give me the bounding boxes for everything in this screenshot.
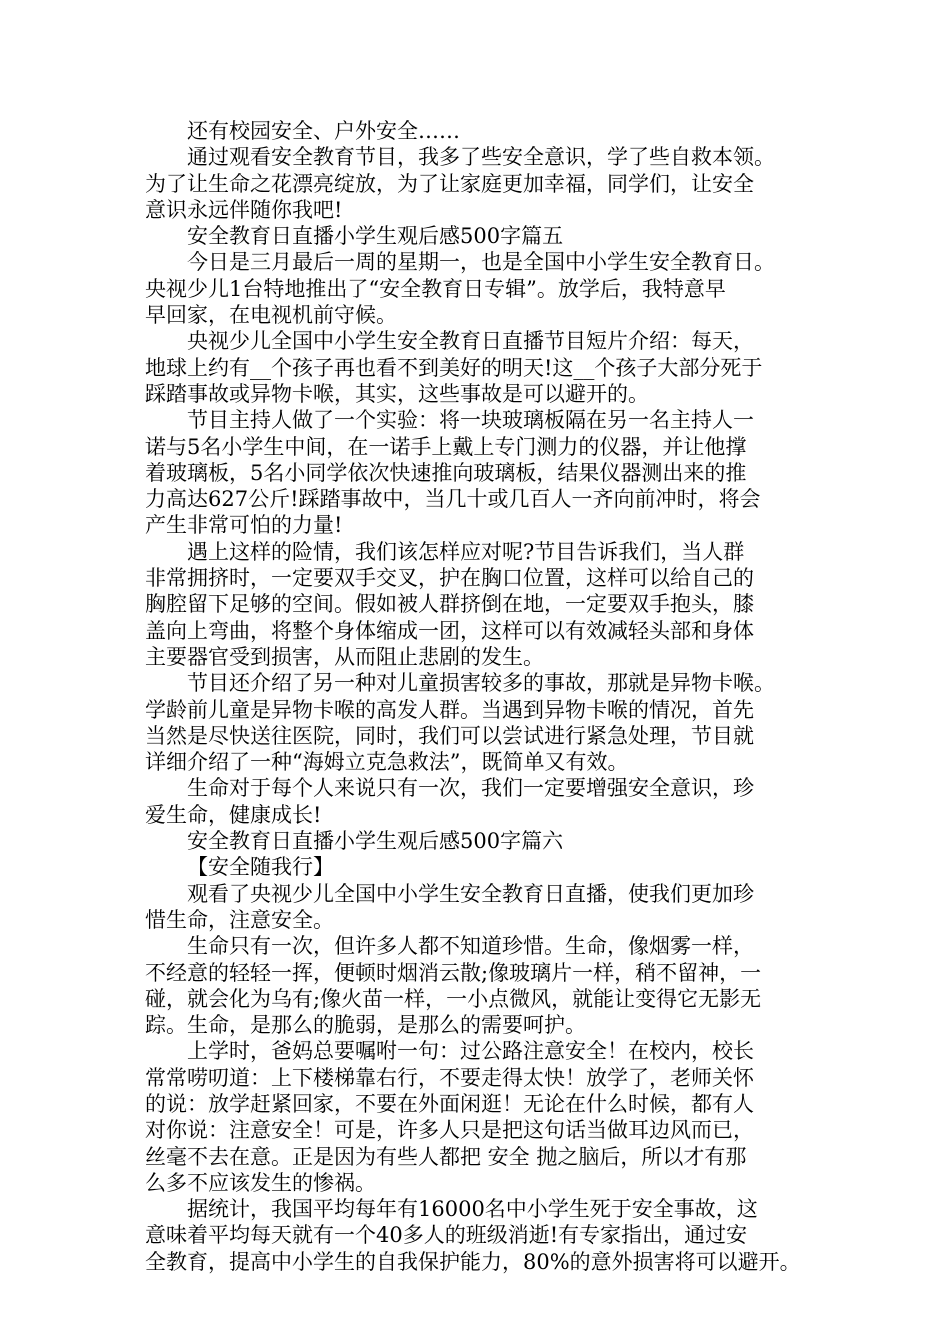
- text-line: 对你说：注意安全！可是，许多人只是把这句话当做耳边风而已，: [145, 1118, 754, 1143]
- text-line: 产生非常可怕的力量!: [145, 513, 343, 538]
- text-line: 节目主持人做了一个实验：将一块玻璃板隔在另一名主持人一: [187, 408, 754, 433]
- text-line: 盖向上弯曲，将整个身体缩成一团，这样可以有效减轻头部和身体: [145, 618, 754, 643]
- text-line: 主要器官受到损害，从而阻止悲剧的发生。: [145, 644, 544, 669]
- paragraph: [145, 407, 825, 538]
- text-line: 安全教育日直播小学生观后感500字篇六: [187, 829, 564, 854]
- paragraph: [145, 854, 825, 880]
- text-line: 地球上约有__个孩子再也看不到美好的明天!这__个孩子大部分死于: [145, 355, 763, 380]
- text-line: 据统计，我国平均每年有16000名中小学生死于安全事故，这: [187, 1197, 758, 1222]
- text-line: 生命只有一次，但许多人都不知道珍惜。生命，像烟雾一样，: [187, 934, 754, 959]
- paragraph: [145, 881, 825, 934]
- text-line: 节目还介绍了另一种对儿童损害较多的事故，那就是异物卡喉。: [187, 671, 775, 696]
- text-line: 踪。生命，是那么的脆弱，是那么的需要呵护。: [145, 1013, 586, 1038]
- text-line: 今日是三月最后一周的星期一，也是全国中小学生安全教育日。: [187, 250, 775, 275]
- text-line: 碰，就会化为乌有;像火苗一样，一小点微风，就能让变得它无影无: [145, 986, 762, 1011]
- text-line: 力高达627公斤!踩踏事故中，当几十或几百人一齐向前冲时，将会: [145, 487, 761, 512]
- text-line: 常常唠叨道：上下楼梯靠右行，不要走得太快！放学了，老师关怀: [145, 1065, 754, 1090]
- text-line: 当然是尽快送往医院，同时，我们可以尝试进行紧急处理，节目就: [145, 723, 754, 748]
- text-line: 胸腔留下足够的空间。假如被人群挤倒在地，一定要双手抱头，膝: [145, 592, 754, 617]
- paragraph: [145, 828, 825, 854]
- text-line: 着玻璃板，5名小同学依次快速推向玻璃板，结果仪器测出来的推: [145, 460, 747, 485]
- text-line: 为了让生命之花漂亮绽放，为了让家庭更加幸福，同学们，让安全: [145, 171, 754, 196]
- text-line: 安全教育日直播小学生观后感500字篇五: [187, 224, 564, 249]
- text-line: 观看了央视少儿全国中小学生安全教育日直播，使我们更加珍: [187, 881, 754, 906]
- text-line: 还有校园安全、户外安全……: [187, 119, 460, 143]
- paragraph: [145, 328, 825, 407]
- paragraph: [145, 118, 825, 144]
- text-line: 非常拥挤时，一定要双手交叉，护在胸口位置，这样可以给自己的: [145, 566, 754, 591]
- paragraph: [145, 1196, 825, 1275]
- text-line: 么多不应该发生的惨祸。: [145, 1170, 376, 1195]
- text-line: 央视少儿全国中小学生安全教育日直播节目短片介绍：每天，: [187, 329, 754, 354]
- paragraph: [145, 249, 825, 328]
- text-line: 央视少儿1台特地推出了“安全教育日专辑”。放学后，我特意早: [145, 276, 726, 301]
- text-line: 通过观看安全教育节目，我多了些安全意识，学了些自救本领。: [187, 145, 775, 170]
- paragraph: [145, 539, 825, 670]
- paragraph: [145, 144, 825, 223]
- text-line: 诺与5名小学生中间，在一诺手上戴上专门测力的仪器，并让他撑: [145, 434, 747, 459]
- text-line: 【安全随我行】: [187, 855, 334, 880]
- text-line: 意识永远伴随你我吧!: [145, 197, 343, 222]
- paragraph: [145, 933, 825, 1038]
- text-line: 丝毫不去在意。正是因为有些人都把 安全 抛之脑后，所以才有那: [145, 1144, 747, 1169]
- text-line: 详细介绍了一种“海姆立克急救法”，既简单又有效。: [145, 750, 629, 775]
- text-line: 上学时，爸妈总要嘱咐一句：过公路注意安全！在校内，校长: [187, 1039, 754, 1064]
- text-line: 的说：放学赶紧回家，不要在外面闲逛！无论在什么时候，都有人: [145, 1091, 754, 1116]
- text-line: 惜生命，注意安全。: [145, 907, 334, 932]
- paragraph: [145, 1038, 825, 1196]
- text-line: 生命对于每个人来说只有一次，我们一定要增强安全意识，珍: [187, 776, 754, 801]
- text-line: 意味着平均每天就有一个40多人的班级消逝!有专家指出，通过安: [145, 1223, 748, 1248]
- paragraph: [145, 223, 825, 249]
- text-line: 全教育，提高中小学生的自我保护能力，80%的意外损害将可以避开。: [145, 1249, 801, 1274]
- text-line: 遇上这样的险情，我们该怎样应对呢?节目告诉我们，当人群: [187, 539, 745, 564]
- text-line: 早回家，在电视机前守候。: [145, 303, 397, 328]
- paragraph: [145, 670, 825, 775]
- document-body: [145, 118, 825, 1275]
- text-line: 爱生命，健康成长!: [145, 802, 322, 827]
- paragraph: [145, 775, 825, 828]
- text-line: 不经意的轻轻一挥，便顿时烟消云散;像玻璃片一样，稍不留神，一: [145, 960, 762, 985]
- text-line: 学龄前儿童是异物卡喉的高发人群。当遇到异物卡喉的情况，首先: [145, 697, 754, 722]
- text-line: 踩踏事故或异物卡喉，其实，这些事故是可以避开的。: [145, 381, 649, 406]
